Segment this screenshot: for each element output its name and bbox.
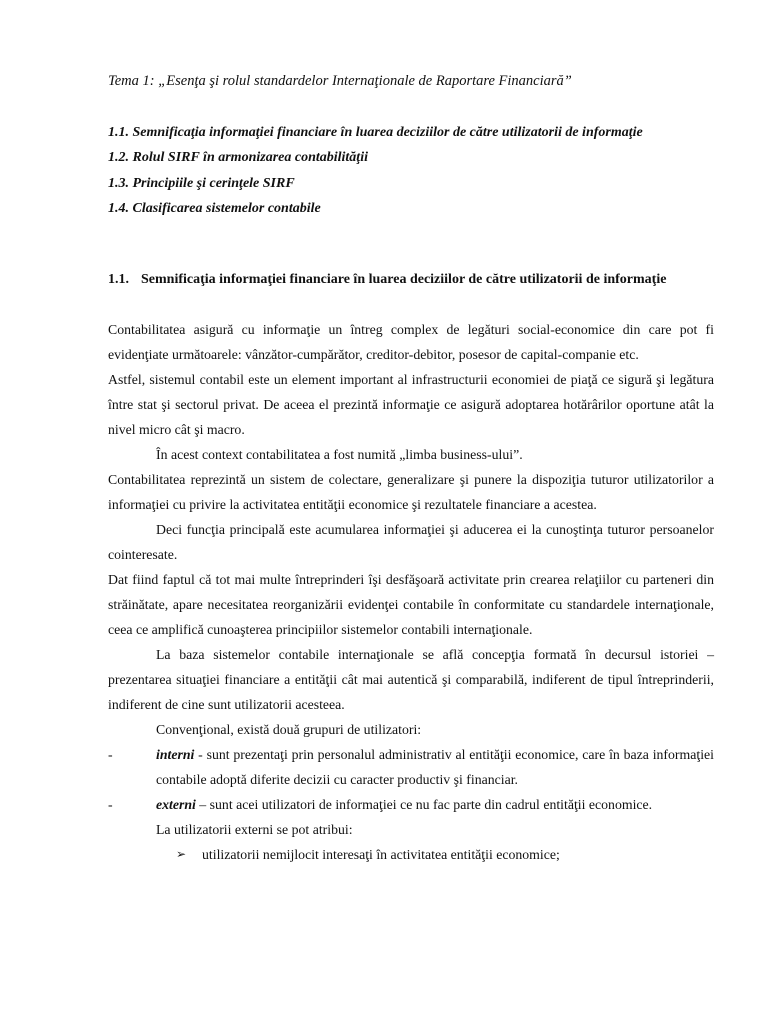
table-of-contents xyxy=(108,120,728,221)
section-title: Semnificaţia informaţiei financiare în luarea deciziilor de către utilizatorii de informaţie xyxy=(141,272,667,287)
toc-item: 1.1. Semnificaţia informaţiei financiare în luarea deciziilor de către utilizatorii de informaţie xyxy=(108,125,643,140)
sub-list-text: utilizatorii nemijlocit interesaţi în activitatea entităţii economice; xyxy=(202,847,560,862)
section-heading xyxy=(108,267,714,292)
dash-bullet: - xyxy=(108,747,113,762)
paragraph: În acest context contabilitatea a fost numită „limba business-ului”. xyxy=(156,447,523,462)
list-item-content xyxy=(156,792,714,817)
external-users-intro: La utilizatorii externi se pot atribui: xyxy=(156,822,353,837)
toc-item: 1.2. Rolul SIRF în armonizarea contabilităţii xyxy=(108,150,368,166)
toc-item: 1.4. Clasificarea sistemelor contabile xyxy=(108,200,321,216)
list-text: – sunt acei utilizatori de informaţiei ce nu fac parte din cadrul entităţii economice. xyxy=(195,797,653,812)
list-term: externi xyxy=(156,797,196,812)
list-item-content xyxy=(156,742,714,792)
paragraph: Astfel, sistemul contabil este un element important al infrastructurii economiei de piaţă ce sigură şi legătura între stat şi sectorul privat. De aceea el prezintă informaţie ce asigură adoptarea hotărârilor oportune atât la nivel micro cât şi macro. xyxy=(108,372,714,437)
paragraph: Convenţional, există două grupuri de utilizatori: xyxy=(156,722,422,737)
arrow-bullet-icon: ➢ xyxy=(176,847,187,861)
paragraph: Contabilitatea reprezintă un sistem de colectare, generalizare şi punere la dispoziţia tuturor utilizatorilor a informaţiei cu privire la activitatea entităţii economice şi rezultatele financiare a acestea. xyxy=(108,472,714,512)
list-item-external-users xyxy=(108,792,714,817)
list-term: interni xyxy=(156,747,195,762)
paragraph: Deci funcţia principală este acumularea informaţiei şi aducerea ei la cunoştinţa tuturor persoanelor cointeresate. xyxy=(108,522,714,562)
document-body xyxy=(108,317,714,867)
toc-item: 1.3. Principiile şi cerinţele SIRF xyxy=(108,175,295,191)
list-text: - sunt prezentaţi prin personalul administrativ al entităţii economice, care în baza informaţiei contabile adoptă diferite decizii cu caracter productiv şi financiar. xyxy=(156,747,714,787)
sub-list-item xyxy=(108,842,714,867)
paragraph: La baza sistemelor contabile internaţionale se află concepţia formată în decursul istoriei – prezentarea situaţiei financiare a entităţii cât mai autentică şi comparabilă, indiferent de tipul întreprinderii, indiferent de cine sunt utilizatorii acesteea. xyxy=(108,647,714,712)
paragraph: Contabilitatea asigură cu informaţie un întreg complex de legături social-economice din care pot fi evidenţiate următoarele: vânzător-cumpărător, creditor-debitor, posesor de capital-companie etc. xyxy=(108,322,714,362)
list-item-internal-users xyxy=(108,742,714,792)
dash-bullet: - xyxy=(108,797,113,812)
section-number: 1.1. xyxy=(108,272,129,287)
paragraph: Dat fiind faptul că tot mai multe întreprinderi îşi desfăşoară activitate prin crearea relaţiilor cu parteneri din străinătate, apare necesitatea reorganizării evidenţei contabile în conformitate cu standardele internaţionale, ceea ce amplifică cunoaşterea principiilor sistemelor contabili internaţionale. xyxy=(108,572,714,637)
document-title: Tema 1: „Esenţa şi rolul standardelor Internaţionale de Raportare Financiară” xyxy=(108,73,572,89)
